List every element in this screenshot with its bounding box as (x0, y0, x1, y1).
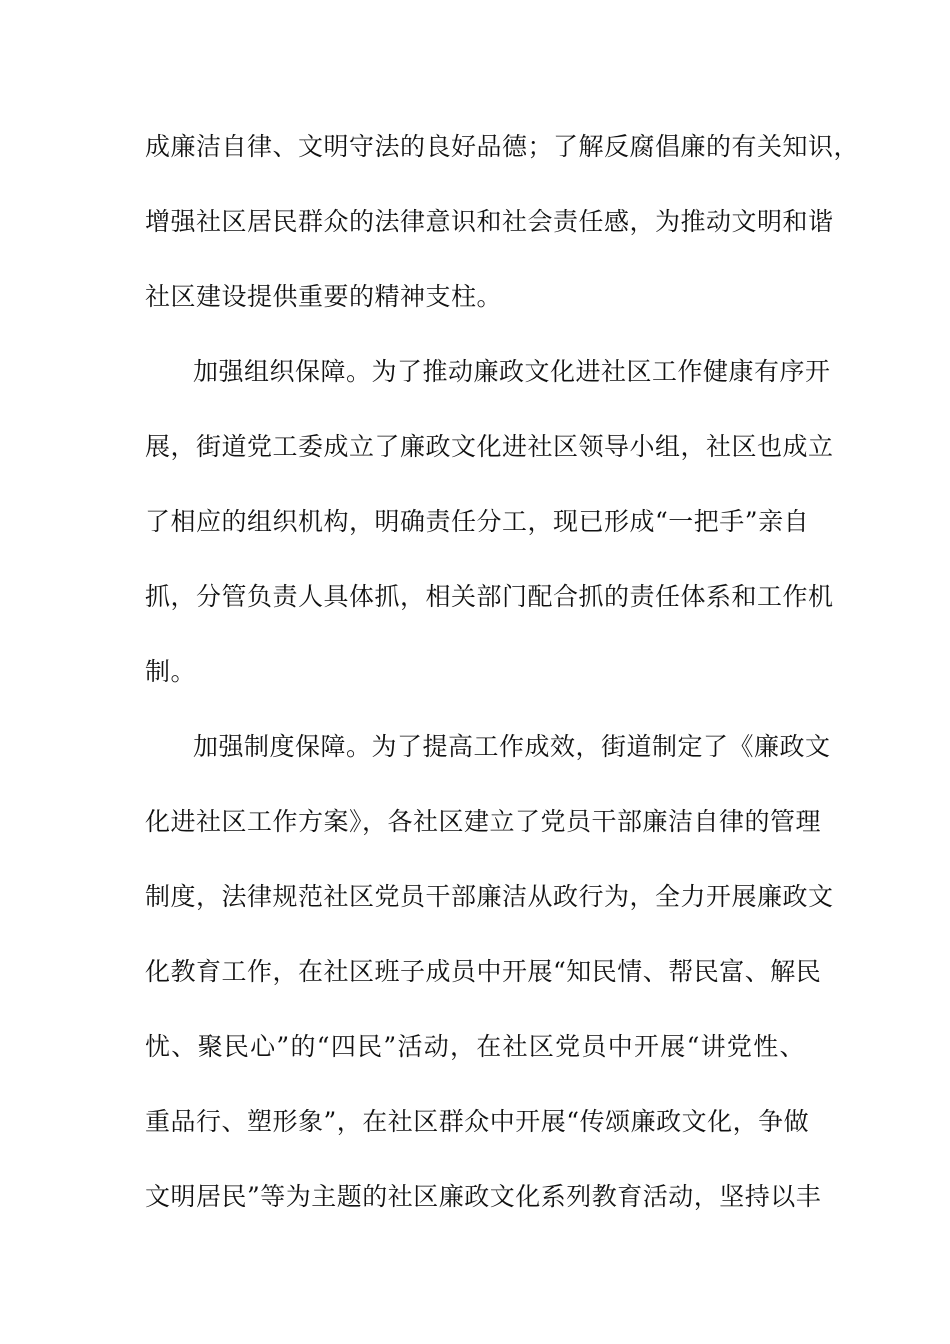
paragraph-3-line-1: 加强制度保障。为了提高工作成效，街道制定了《廉政文 (193, 732, 831, 761)
paragraph-2-line-5: 制。 (145, 657, 197, 686)
paragraph-3-line-7: 文明居民”等为主题的社区廉政文化系列教育活动，坚持以丰 (145, 1182, 822, 1211)
paragraph-2-line-3: 了相应的组织机构，明确责任分工，现已形成“一把手”亲自 (145, 507, 810, 536)
paragraph-3-line-2: 化进社区工作方案》，各社区建立了党员干部廉洁自律的管理 (145, 807, 822, 836)
paragraph-3-line-6: 重品行、塑形象”，在社区群众中开展“传颂廉政文化，争做 (145, 1107, 810, 1136)
paragraph-1-line-2: 增强社区居民群众的法律意识和社会责任感，为推动文明和谐 (145, 207, 834, 236)
paragraph-2-line-4: 抓，分管负责人具体抓，相关部门配合抓的责任体系和工作机 (145, 582, 834, 611)
paragraph-1-line-1: 成廉洁自律、文明守法的良好品德；了解反腐倡廉的有关知识， (145, 132, 860, 161)
paragraph-2-line-2: 展，街道党工委成立了廉政文化进社区领导小组，社区也成立 (145, 432, 834, 461)
paragraph-2-line-1: 加强组织保障。为了推动廉政文化进社区工作健康有序开 (193, 357, 831, 386)
paragraph-3-line-4: 化教育工作，在社区班子成员中开展“知民情、帮民富、解民 (145, 957, 822, 986)
paragraph-1-line-3: 社区建设提供重要的精神支柱。 (145, 282, 503, 311)
paragraph-3-line-5: 忧、聚民心”的“四民”活动，在社区党员中开展“讲党性、 (145, 1032, 805, 1061)
paragraph-3-line-3: 制度，法律规范社区党员干部廉洁从政行为，全力开展廉政文 (145, 882, 834, 911)
